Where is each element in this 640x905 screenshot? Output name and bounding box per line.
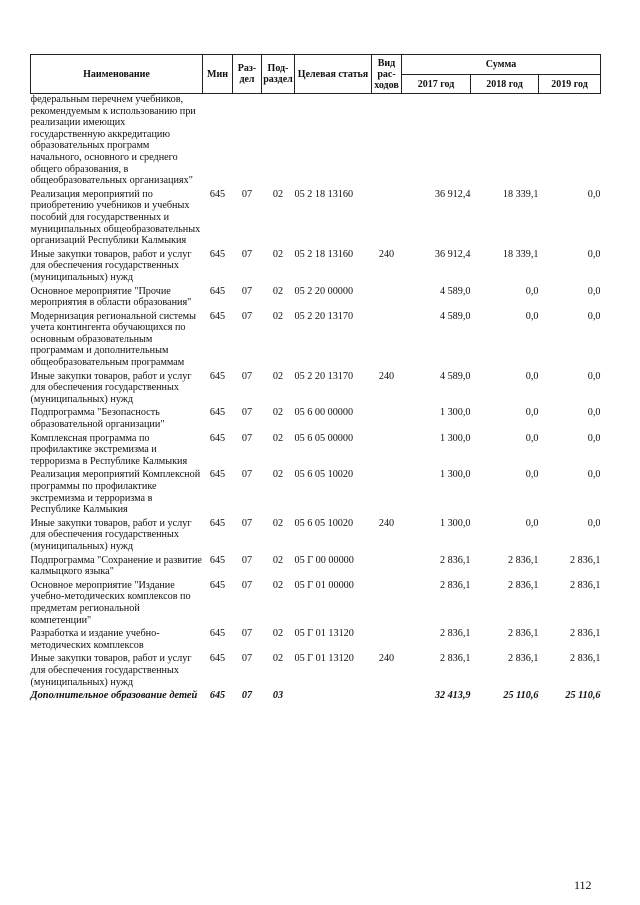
table-row: [31, 467, 601, 515]
row-min: 645: [209, 579, 226, 591]
row-value-2017: 32 413,9: [434, 690, 471, 702]
row-podrazdel: 02: [272, 517, 284, 529]
row-min: 645: [209, 653, 226, 665]
row-value-2018: 25 110,6: [503, 690, 539, 702]
row-value-2018: 0,0: [525, 469, 539, 481]
row-podrazdel: 03: [272, 690, 284, 702]
row-razdel: 07: [241, 432, 253, 444]
row-target-article: 05 2 20 13170: [294, 310, 354, 322]
row-expense-type: [372, 284, 402, 309]
table-row: [31, 405, 601, 430]
row-name: Иные закупки товаров, работ и услуг для обеспечения государственных (муниципальных) нужд: [30, 517, 192, 552]
row-value-2017: 1 300,0: [439, 432, 471, 444]
table-row: [31, 187, 601, 247]
row-name: Иные закупки товаров, работ и услуг для обеспечения государственных (муниципальных) нужд: [30, 653, 192, 688]
row-min: 645: [209, 432, 226, 444]
row-name: Подпрограмма "Сохранение и развитие калмыцкого языка": [30, 554, 202, 578]
row-value-2017: 2 836,1: [439, 579, 471, 591]
row-name: Разработка и издание учебно-методических комплексов: [30, 628, 160, 651]
row-value-2019: 0,0: [587, 310, 601, 322]
row-name: федеральным перечнем учебников, рекомендуемым к использованию при реализации имеющих государственную аккредитацию образовательных программ начального, основного и среднего общего образования, в общеобразовательных организациях": [30, 94, 196, 187]
row-value-2019: 0,0: [587, 517, 601, 529]
row-value-2018: 0,0: [525, 310, 539, 322]
budget-table: [30, 54, 601, 702]
row-value-2017: 1 300,0: [439, 469, 471, 481]
row-target-article: 05 6 00 00000: [294, 407, 354, 419]
row-value-2019: 2 836,1: [569, 554, 601, 566]
table-row: [31, 284, 601, 309]
row-podrazdel: 02: [272, 628, 284, 640]
header-year-2018: 2018 год: [471, 75, 539, 94]
page-number: 112: [574, 878, 592, 892]
row-target-article: 05 Г 01 13120: [294, 653, 354, 665]
row-razdel: 07: [241, 690, 253, 702]
row-min: 645: [209, 554, 226, 566]
header-razdel: Раз-дел: [233, 55, 262, 94]
row-podrazdel: 02: [272, 188, 284, 200]
row-value-2018: 18 339,1: [502, 188, 539, 200]
row-value-2018: 2 836,1: [507, 579, 539, 591]
table-row: [31, 369, 601, 406]
table-row: [31, 688, 601, 702]
row-name: Подпрограмма "Безопасность образовательной организации": [30, 407, 165, 431]
row-min: 645: [209, 407, 226, 419]
header-year-2017: 2017 год: [402, 75, 471, 94]
row-value-2017: 1 300,0: [439, 517, 471, 529]
row-target-article: [295, 94, 372, 187]
row-razdel: 07: [241, 310, 253, 322]
row-value-2017: 4 589,0: [439, 285, 471, 297]
row-expense-type: 240: [378, 517, 395, 529]
row-podrazdel: 02: [272, 370, 284, 382]
row-value-2018: 0,0: [525, 432, 539, 444]
row-razdel: 07: [241, 370, 253, 382]
row-min: 645: [209, 310, 226, 322]
header-year-2019: 2019 год: [539, 75, 601, 94]
row-target-article: 05 Г 01 13120: [294, 628, 354, 640]
row-podrazdel: 02: [272, 407, 284, 419]
row-expense-type: 240: [378, 653, 395, 665]
row-value-2017: 2 836,1: [439, 628, 471, 640]
row-name: Дополнительное образование детей: [30, 690, 198, 702]
row-value-2019: 25 110,6: [565, 690, 601, 702]
row-target-article: 05 Г 00 00000: [294, 554, 354, 566]
row-podrazdel: 02: [272, 579, 284, 591]
row-min: 645: [209, 690, 226, 702]
header-expense-type: Вид рас-ходов: [372, 55, 402, 94]
row-name: Модернизация региональной системы учета контингента обучающихся по основным образовательным программам и дополнительным общеобразовательным программам: [30, 310, 196, 369]
row-min: 645: [209, 370, 226, 382]
row-expense-type: [372, 431, 402, 468]
row-razdel: 07: [241, 517, 253, 529]
row-value-2019: 0,0: [587, 248, 601, 260]
row-value-2018: 18 339,1: [502, 248, 539, 260]
table-row: [31, 94, 601, 187]
row-min: [203, 94, 233, 187]
row-min: 645: [209, 517, 226, 529]
table-body: [31, 94, 601, 702]
row-razdel: 07: [241, 469, 253, 481]
row-value-2019: 0,0: [587, 469, 601, 481]
row-expense-type: 240: [378, 370, 395, 382]
row-target-article: 05 2 18 13160: [294, 248, 354, 260]
row-expense-type: [372, 187, 402, 247]
row-value-2019: 2 836,1: [569, 579, 601, 591]
row-value-2017: 2 836,1: [439, 554, 471, 566]
row-expense-type: 240: [378, 248, 395, 260]
table-row: [31, 626, 601, 651]
row-value-2019: 0,0: [587, 188, 601, 200]
row-value-2018: 0,0: [525, 370, 539, 382]
row-name: Иные закупки товаров, работ и услуг для обеспечения государственных (муниципальных) нужд: [30, 370, 192, 405]
table-row: [31, 651, 601, 688]
row-razdel: 07: [241, 653, 253, 665]
table-row: [31, 309, 601, 369]
table-row: [31, 247, 601, 284]
row-expense-type: [372, 405, 402, 430]
row-razdel: 07: [241, 579, 253, 591]
row-min: 645: [209, 469, 226, 481]
table-row: [31, 578, 601, 626]
row-razdel: 07: [241, 554, 253, 566]
row-razdel: 07: [241, 407, 253, 419]
row-name: Иные закупки товаров, работ и услуг для обеспечения государственных (муниципальных) нужд: [30, 248, 192, 283]
row-value-2018: 0,0: [525, 285, 539, 297]
row-value-2019: [539, 94, 601, 187]
row-razdel: 07: [241, 248, 253, 260]
row-value-2017: 36 912,4: [434, 248, 471, 260]
row-razdel: 07: [241, 188, 253, 200]
header-target-article: Целевая статья: [295, 55, 372, 94]
row-podrazdel: 02: [272, 469, 284, 481]
row-expense-type: [372, 688, 402, 702]
row-name: Основное мероприятие "Прочие мероприятия в области образования": [30, 285, 192, 309]
row-target-article: 05 2 18 13160: [294, 188, 354, 200]
row-target-article: 05 Г 01 00000: [294, 579, 354, 591]
row-razdel: 07: [241, 628, 253, 640]
table-row: [31, 431, 601, 468]
row-podrazdel: 02: [272, 554, 284, 566]
row-name: Основное мероприятие "Издание учебно-методических комплексов по предметам региональной компетенции": [30, 579, 191, 626]
row-min: 645: [209, 248, 226, 260]
row-min: 645: [209, 285, 226, 297]
row-target-article: 05 6 05 00000: [294, 432, 354, 444]
row-expense-type: [372, 626, 402, 651]
row-value-2017: 1 300,0: [439, 407, 471, 419]
row-min: 645: [209, 188, 226, 200]
row-podrazdel: 02: [272, 310, 284, 322]
row-razdel: [233, 94, 262, 187]
table-header: [31, 55, 601, 94]
row-value-2018: 2 836,1: [507, 653, 539, 665]
row-name: Реализация мероприятий по приобретению учебников и учебных пособий для государственных и муниципальных общеобразовательных организаций Республики Калмыкия: [30, 188, 201, 247]
row-podrazdel: 02: [272, 432, 284, 444]
row-target-article: 05 6 05 10020: [294, 469, 354, 481]
row-value-2018: 2 836,1: [507, 628, 539, 640]
row-value-2019: 2 836,1: [569, 628, 601, 640]
row-razdel: 07: [241, 285, 253, 297]
row-podrazdel: 02: [272, 248, 284, 260]
row-value-2019: 0,0: [587, 407, 601, 419]
row-expense-type: [372, 553, 402, 578]
row-target-article: 05 2 20 00000: [294, 285, 354, 297]
row-expense-type: [372, 467, 402, 515]
row-target-article: 05 2 20 13170: [294, 370, 354, 382]
header-sum: Сумма: [402, 55, 601, 75]
table-row: [31, 516, 601, 553]
row-podrazdel: 02: [272, 653, 284, 665]
row-name: Комплексная программа по профилактике экстремизма и терроризма в Республике Калмыкия: [30, 432, 188, 467]
row-value-2017: 4 589,0: [439, 310, 471, 322]
row-value-2017: 4 589,0: [439, 370, 471, 382]
row-value-2019: 0,0: [587, 432, 601, 444]
row-target-article: 05 6 05 10020: [294, 517, 354, 529]
row-value-2017: [402, 94, 471, 187]
row-value-2017: 36 912,4: [434, 188, 471, 200]
row-podrazdel: 02: [272, 285, 284, 297]
row-value-2018: 2 836,1: [507, 554, 539, 566]
row-expense-type: [372, 94, 402, 187]
row-min: 645: [209, 628, 226, 640]
row-value-2018: 0,0: [525, 517, 539, 529]
row-value-2019: 0,0: [587, 285, 601, 297]
header-min: Мин: [203, 55, 233, 94]
row-value-2017: 2 836,1: [439, 653, 471, 665]
header-podrazdel: Под-раздел: [262, 55, 295, 94]
table-row: [31, 553, 601, 578]
row-name: Реализация мероприятий Комплексной программы по профилактике экстремизма и терроризма в Республике Калмыкия: [30, 469, 201, 516]
row-target-article: [295, 688, 372, 702]
header-name: Наименование: [31, 55, 203, 94]
row-value-2018: 0,0: [525, 407, 539, 419]
row-value-2018: [471, 94, 539, 187]
row-expense-type: [372, 578, 402, 626]
row-expense-type: [372, 309, 402, 369]
row-value-2019: 0,0: [587, 370, 601, 382]
row-value-2019: 2 836,1: [569, 653, 601, 665]
row-podrazdel: [262, 94, 295, 187]
